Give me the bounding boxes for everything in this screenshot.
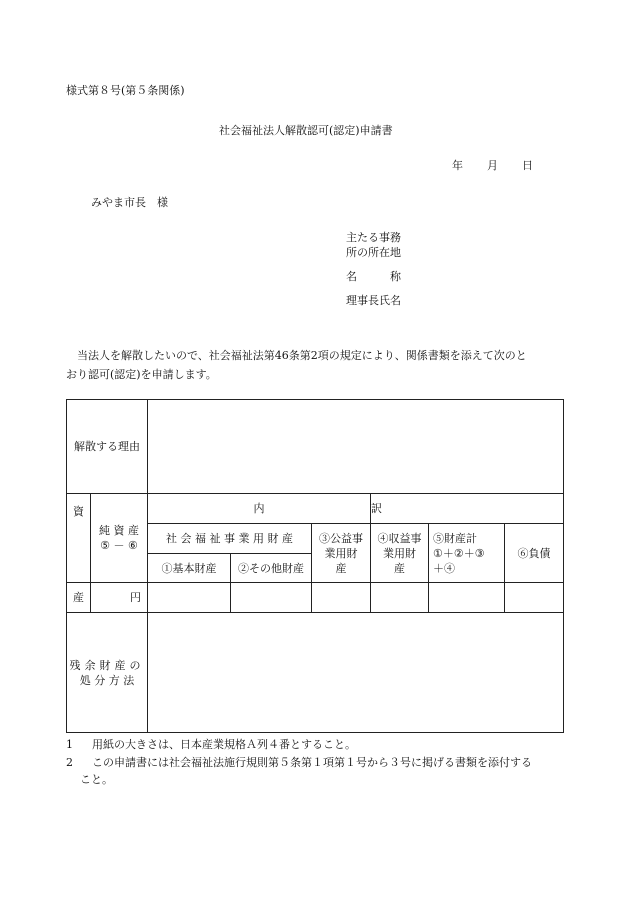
public-interest-amount-cell[interactable] xyxy=(312,583,371,613)
office-location-label-line2: 所の所在地 xyxy=(346,246,401,259)
form-number: 様式第８号(第５条関係) xyxy=(66,84,185,97)
basic-property-label: ①基本財産 xyxy=(161,561,217,575)
reason-input-cell[interactable] xyxy=(148,400,564,494)
other-property-label: ②その他財産 xyxy=(238,561,304,575)
revenue-amount-cell[interactable] xyxy=(371,583,429,613)
note-2-text-line1: この申請書には社会福祉法施行規則第５条第１項第１号から３号に掲げる書類を添付する xyxy=(92,756,532,769)
dissolution-form-table xyxy=(66,399,564,733)
yen-unit: 円 xyxy=(130,591,141,604)
public-interest-property-label-2: 業用財 xyxy=(324,546,358,560)
net-assets-label: 純 資 産 xyxy=(99,524,139,537)
breakdown-left-cell xyxy=(148,494,371,524)
application-statement-line2: おり認可(認定)を申請します。 xyxy=(66,368,217,381)
page-title: 社会福祉法人解散認可(認定)申請書 xyxy=(219,124,393,137)
public-interest-property-label-3: 産 xyxy=(335,561,347,575)
revenue-property-label-3: 産 xyxy=(394,561,405,575)
date-day-label: 日 xyxy=(522,159,533,172)
assets-label-bottom: 産 xyxy=(73,591,84,604)
breakdown-label-right: 訳 xyxy=(371,502,382,515)
public-interest-property-label-1: ③公益事 xyxy=(319,531,363,545)
other-property-cell xyxy=(231,554,312,583)
breakdown-right-cell xyxy=(371,494,564,524)
liabilities-label: ⑥負債 xyxy=(517,546,551,560)
liabilities-cell xyxy=(505,524,564,583)
office-location-label-line1: 主たる事務 xyxy=(346,231,401,244)
assets-label-bottom-cell xyxy=(67,583,91,613)
net-assets-label-cell xyxy=(91,494,148,583)
revenue-property-label-1: ④収益事 xyxy=(377,531,422,545)
basic-property-amount-cell[interactable] xyxy=(148,583,231,613)
date-month-label: 月 xyxy=(487,159,498,172)
note-2 xyxy=(66,754,532,771)
total-property-label-2: ①＋②＋③ xyxy=(433,546,485,560)
residual-disposal-label-cell xyxy=(67,613,148,733)
residual-disposal-input-cell[interactable] xyxy=(148,613,564,733)
other-property-amount-cell[interactable] xyxy=(231,583,312,613)
public-interest-property-cell xyxy=(312,524,371,583)
basic-property-cell xyxy=(148,554,231,583)
net-assets-formula: ⑤ － ⑥ xyxy=(100,539,138,552)
liabilities-amount-cell[interactable] xyxy=(505,583,564,613)
representative-name-label: 理事長氏名 xyxy=(346,294,401,307)
date-year-label: 年 xyxy=(452,159,463,172)
residual-disposal-label-1: 残余財産の xyxy=(69,658,145,672)
note-2-text-line2: こと。 xyxy=(80,773,113,786)
reason-label: 解散する理由 xyxy=(74,440,140,453)
total-property-label-3: ＋④ xyxy=(433,561,455,575)
revenue-property-cell xyxy=(371,524,429,583)
total-property-label-1: ⑤財産計 xyxy=(433,531,477,545)
revenue-property-label-2: 業用財 xyxy=(383,546,416,560)
social-welfare-property-label: 社 会 福 祉 事 業 用 財 産 xyxy=(166,532,293,545)
breakdown-label-left: 内 xyxy=(253,502,265,515)
net-assets-amount-cell[interactable] xyxy=(91,583,148,613)
note-1-text: 用紙の大きさは、日本産業規格Ａ列４番とすること。 xyxy=(92,738,356,751)
residual-disposal-label-2: 処 分 方 法 xyxy=(79,673,135,687)
assets-label-top: 資 xyxy=(73,505,84,518)
note-2-number: 2 xyxy=(66,756,73,769)
application-statement-line1: 当法人を解散したいので、社会福祉法第46条第2項の規定により、関係書類を添えて次のと xyxy=(66,349,527,362)
total-property-cell xyxy=(429,524,505,583)
note-1 xyxy=(66,736,356,753)
assets-label-top-cell xyxy=(67,494,91,583)
total-amount-cell[interactable] xyxy=(429,583,505,613)
corporation-name-label: 名 称 xyxy=(346,270,401,283)
note-1-number: 1 xyxy=(66,738,73,751)
reason-label-cell xyxy=(67,400,148,494)
social-welfare-property-cell xyxy=(148,524,312,554)
addressee: みやま市長 様 xyxy=(91,196,168,209)
